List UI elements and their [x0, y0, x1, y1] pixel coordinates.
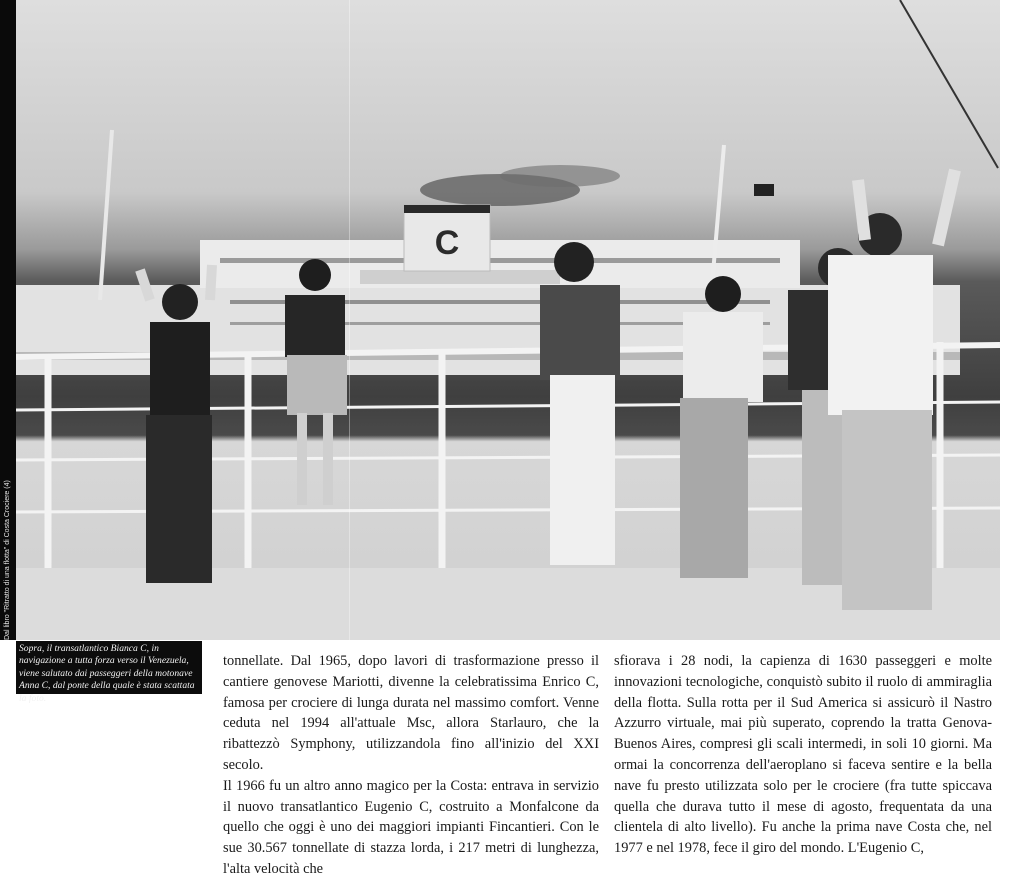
page-gutter: [349, 0, 350, 640]
paragraph: sfiorava i 28 nodi, la capienza di 1630 passeggeri e molte innovazioni tecnologiche, conquistò subito il ruolo di ammiraglia della flotta. Sulla rotta per il Sud America si assicurò il Nastro Azzurro virtuale, mai più superato, coprendo la tratta Genova-Buenos Aires, compresi gli scali intermedi, in soli 10 giorni. Ma ormai la concorrenza dell'aeroplano si faceva sentire e la bella nave fu presto utilizzata solo per le crociere (fra tutte spiccava quella che durava tutto il mese di agosto, frequentata da una clientela di alto livello). Fu anche la prima nave Costa che, nel 1977 e nel 1978, fece il giro del mondo. L'Eugenio C,: [614, 653, 992, 857]
passenger-man-waving: [828, 170, 955, 610]
photo-credit: Dal libro "Ritratto di una flotta" di Costa Crociere (4): [4, 480, 11, 640]
paragraph: tonnellate. Dal 1965, dopo lavori di trasformazione presso il cantiere genovese Mariotti, divenne la celebratissima Enrico C, famosa per crociere di lunga durata nel massimo comfort. Venne ceduta nel 1994 all'attuale Msc, allora Starlauro, che la ribattezzò Symphony, utilizzandola fino all'inizio del XXI secolo.: [223, 653, 599, 773]
fore-mast: [100, 130, 112, 300]
rigging-line: [900, 0, 998, 168]
funnel-top: [404, 205, 490, 213]
ship-flag: [754, 184, 774, 196]
article-column-left: [223, 651, 599, 880]
passenger-man-light-shirt: [680, 276, 763, 578]
article-column-right: [614, 651, 992, 859]
paragraph: Il 1966 fu un altro anno magico per la Costa: entrava in servizio il nuovo transatlantico Eugenio C, costruito a Monfalcone da quello che oggi è uno dei maggiori impianti Fincantieri. Con le sue 30.567 tonnellate di stazza lorda, i 217 metri di lunghezza, l'alta velocità che: [223, 777, 599, 877]
passenger-woman: [540, 242, 620, 565]
lifeboats: [360, 270, 560, 284]
funnel-letter: C: [434, 224, 460, 262]
passenger-child: [285, 259, 347, 505]
funnel-smoke-trail: [500, 165, 620, 187]
deck-line: [220, 258, 780, 263]
photo-caption: Sopra, il transatlantico Bianca C, in navigazione a tutta forza verso il Venezuela, viene salutato dai passeggeri della motonave Anna C, dal ponte della quale è stata scattata la foto.: [16, 641, 202, 694]
